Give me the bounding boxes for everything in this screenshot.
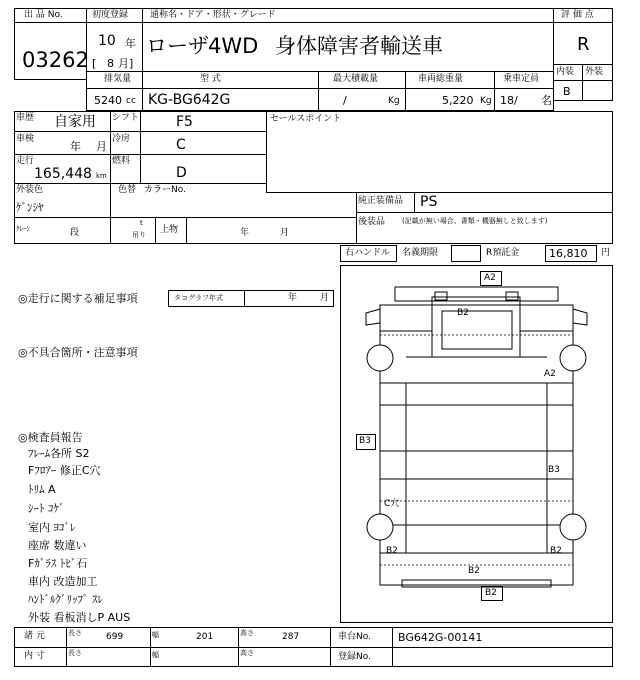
right-side-mark: B3	[548, 465, 560, 475]
interior-score: B	[563, 85, 571, 98]
rear-bumper-mark: B2	[485, 588, 497, 598]
recycle-fee-value: 16,810	[549, 247, 588, 260]
driving-notes-label: ◎走行に関する補足事項	[18, 292, 138, 305]
inspector-line: ﾄﾘﾑ A	[28, 483, 56, 496]
drive-type: 4WD	[208, 34, 259, 58]
gross-weight: 5,220	[442, 94, 474, 107]
shift-label: シフト	[112, 113, 140, 123]
left-side-mark: B3	[359, 436, 371, 446]
history-label: 車歴	[16, 113, 35, 123]
recycle-fee-label: R預託金	[486, 248, 520, 258]
mileage-label: 走行	[16, 156, 35, 166]
dimensions-label: 諸 元	[24, 631, 45, 641]
overall-score: R	[577, 34, 590, 55]
width-value: 201	[196, 632, 214, 642]
name-change-box	[451, 245, 481, 262]
left-rear-mark: B2	[386, 546, 398, 556]
chassis-number: BG642G-00141	[398, 631, 483, 644]
standard-equipment-value: PS	[420, 194, 438, 210]
front-bumper-mark: A2	[484, 273, 496, 283]
exterior-color-value: ｹﾞﾝｼﾔ	[16, 201, 44, 214]
model-header-label: 通称名・ドア・形状・グレード	[150, 10, 276, 20]
inspector-line: 室内 ﾖｺﾞﾚ	[28, 521, 76, 534]
width-label: 幅	[152, 631, 159, 639]
lot-number: 03262	[22, 48, 89, 72]
hood-mark: B2	[457, 308, 469, 318]
right-rear-mark: B2	[550, 546, 562, 556]
inspector-line: ｼｰﾄ ｺｹﾞ	[28, 502, 65, 515]
exterior-score-label: 外装	[585, 67, 604, 77]
inspector-line: Fﾌﾛｱｰ 修正C穴	[28, 464, 101, 477]
ac-value: C	[176, 137, 186, 153]
max-load-label: 最大積載量	[333, 74, 379, 84]
right-front-mark: A2	[544, 369, 556, 379]
registration-month: 8	[107, 57, 114, 70]
aftermarket-label: 後装品	[358, 217, 386, 227]
exterior-color-label: 外装色	[16, 185, 44, 195]
color-code-label: カラーNo.	[144, 185, 186, 195]
deck-label: 上物	[160, 225, 179, 235]
score-label: 評 価 点	[561, 10, 594, 20]
height-value: 287	[282, 632, 300, 642]
crane-label: ｸﾚｰﾝ	[16, 225, 30, 233]
inspector-line: ﾊﾝﾄﾞﾙｸﾞﾘｯﾌﾟ ｽﾚ	[28, 593, 103, 606]
shift-value: F5	[176, 114, 193, 130]
interior-score-label: 内装	[556, 67, 575, 77]
capacity: 18/	[500, 94, 518, 107]
gross-weight-label: 車両総重量	[418, 74, 464, 84]
tachograph-label: タコグラフ年式	[174, 294, 223, 302]
rhd-label: 右ハンドル	[345, 248, 391, 258]
left-hole-mark: C穴	[384, 499, 400, 509]
ac-label: 冷房	[112, 134, 131, 144]
inspector-report-label: ◎検査員報告	[18, 431, 83, 444]
car-name: ローザ	[146, 34, 209, 58]
fuel-value: D	[176, 165, 187, 181]
length-label: 長さ	[68, 629, 82, 637]
model-code: KG-BG642G	[148, 92, 231, 108]
inspector-line: 外装 看板消しP AUS	[28, 611, 131, 624]
registration-year: 10	[98, 33, 116, 49]
inspector-line: ﾌﾚｰﾑ各所 S2	[28, 447, 90, 460]
model-code-label: 型 式	[200, 74, 221, 84]
name-change-label: 名義期限	[402, 248, 439, 258]
fuel-label: 燃料	[112, 156, 131, 166]
grade: 身体障害者輸送車	[275, 34, 443, 58]
lot-number-label: 出 品 No.	[24, 10, 63, 20]
inspector-line: 車内 改造加工	[28, 575, 98, 588]
chassis-label: 車台No.	[338, 632, 371, 642]
defects-label: ◎不具合箇所・注意事項	[18, 346, 138, 359]
color-change-label: 色替	[118, 185, 137, 195]
capacity-label: 乗車定員	[503, 74, 540, 84]
first-registration-label: 初度登録	[92, 10, 129, 20]
registration-label: 登録No.	[338, 652, 371, 662]
inspector-line: 座席 数違い	[28, 539, 87, 552]
history-value: 自家用	[54, 114, 96, 130]
mileage-value: 165,448	[34, 166, 92, 182]
standard-equipment-label: 純正装備品	[358, 196, 404, 206]
interior-dimensions-label: 内 寸	[24, 651, 45, 661]
length-value: 699	[106, 632, 124, 642]
sales-point-label: セールスポイント	[270, 114, 342, 124]
displacement-label: 排気量	[104, 74, 132, 84]
rear-mark: B2	[468, 566, 480, 576]
year-unit: 年	[125, 37, 136, 50]
inspection-label: 車検	[16, 134, 35, 144]
height-label: 高さ	[240, 629, 254, 637]
aftermarket-note: (記載が無い場合、書類・機器無しと致します)	[402, 217, 548, 225]
displacement: 5240	[94, 94, 122, 107]
inspector-line: Fｶﾞﾗｽ ﾄﾋﾞ石	[28, 557, 88, 570]
